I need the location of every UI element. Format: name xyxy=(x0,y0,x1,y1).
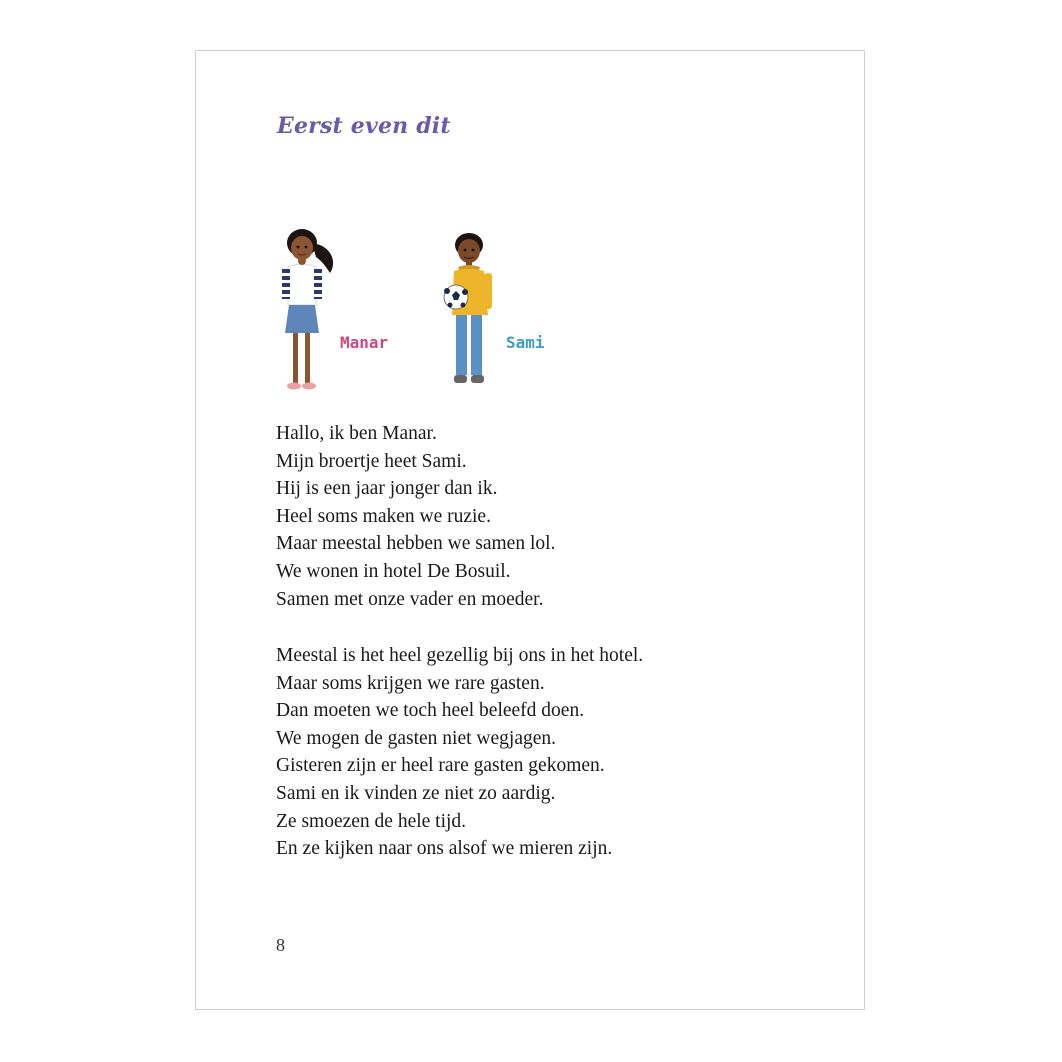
paragraph-1 xyxy=(276,420,555,613)
text-line: Sami en ik vinden ze niet zo aardig. xyxy=(276,782,556,804)
text-line: We wonen in hotel De Bosuil. xyxy=(276,560,511,582)
text-line: Heel soms maken we ruzie. xyxy=(276,505,491,527)
sami-label: Sami xyxy=(506,333,545,352)
text-line: Ze smoezen de hele tijd. xyxy=(276,810,467,832)
text-line: Maar soms krijgen we rare gasten. xyxy=(276,672,545,694)
manar-illustration xyxy=(272,221,352,401)
text-line: Gisteren zijn er heel rare gasten gekomen. xyxy=(276,755,605,777)
text-line: Maar meestal hebben we samen lol. xyxy=(276,533,556,555)
book-page xyxy=(195,50,865,1010)
sami-illustration xyxy=(436,221,516,401)
text-line: We mogen de gasten niet wegjagen. xyxy=(276,727,556,749)
text-line: Dan moeten we toch heel beleefd doen. xyxy=(276,700,585,722)
text-line: Meestal is het heel gezellig bij ons in het hotel. xyxy=(276,645,644,666)
paragraph-2 xyxy=(276,642,643,863)
text-line: Hij is een jaar jonger dan ik. xyxy=(276,478,498,500)
character-illustrations xyxy=(266,221,586,401)
text-line: Mijn broertje heet Sami. xyxy=(276,450,467,472)
text-line: Hallo, ik ben Manar. xyxy=(276,423,437,444)
manar-label: Manar xyxy=(340,333,389,352)
page-heading: Eerst even dit xyxy=(277,113,451,139)
page-number: 8 xyxy=(276,935,285,955)
text-line: Samen met onze vader en moeder. xyxy=(276,588,544,610)
text-line: En ze kijken naar ons alsof we mieren zijn. xyxy=(276,838,613,860)
